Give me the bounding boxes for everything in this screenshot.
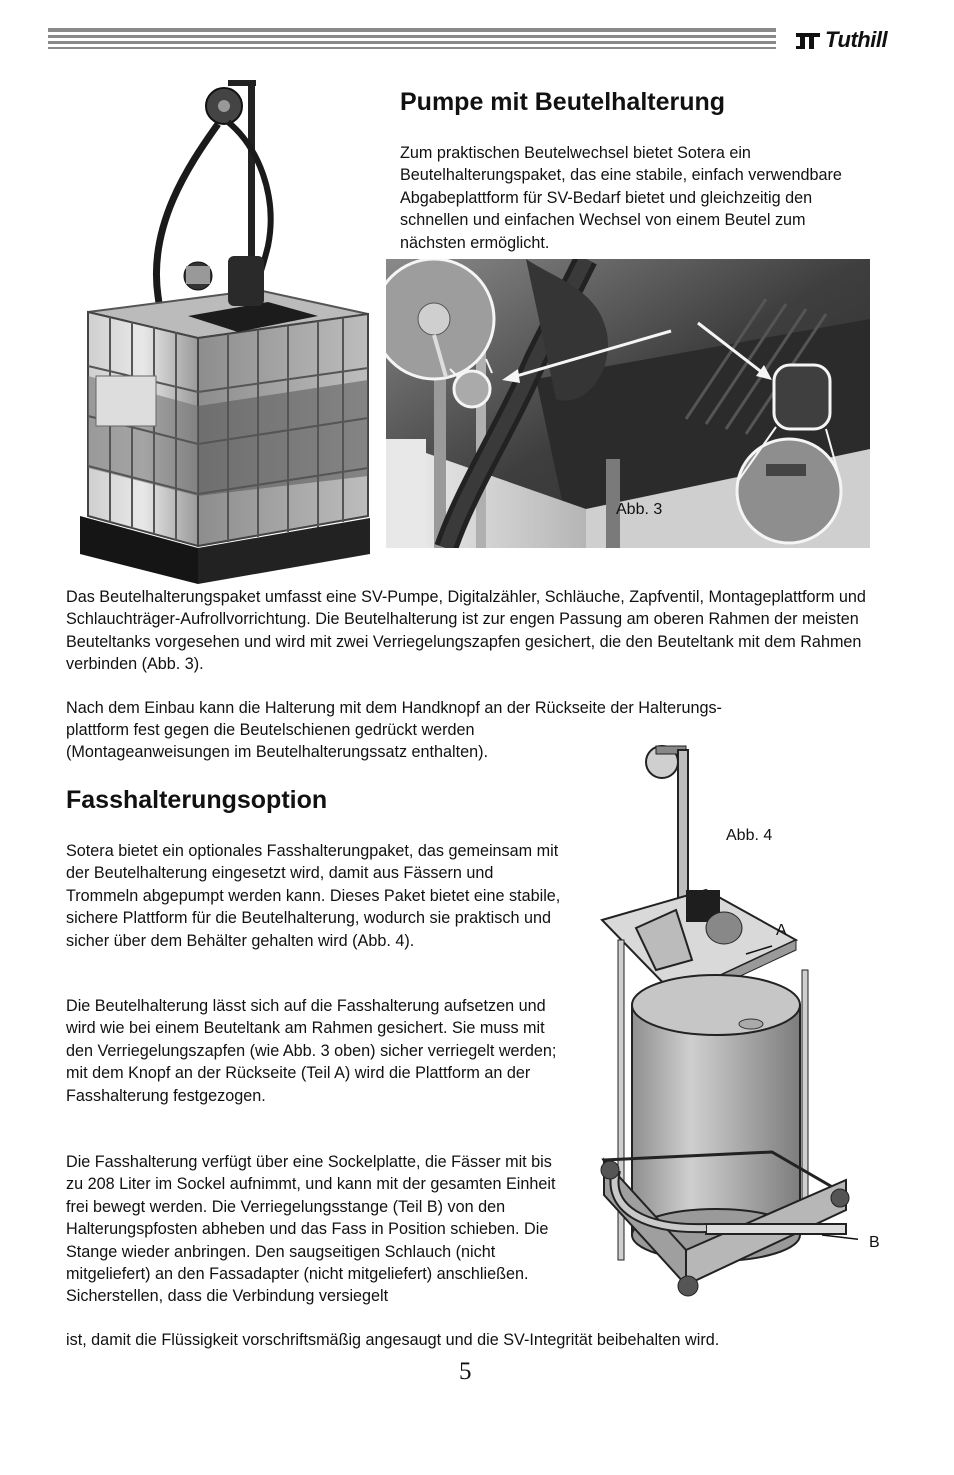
body-paragraph-1: Das Beutelhalterungspaket umfasst eine SV-Pumpe, Digitalzähler, Schläuche, Zapfventil, Montageplattform und Schlauchträger-Aufrollvorrichtung. Die Beutelhalterung ist zur engen Passung am oberen Rahmen der meisten Beuteltanks vorgesehen und wird mit zwei Verriegelungszapfen gesichert, die den Beuteltank mit dem Rahmen verbinden (Abb. 3).	[66, 588, 866, 674]
body-paragraph-2-line1: Nach dem Einbau kann die Halterung mit dem Handknopf an der Rückseite der Halterungs-	[66, 699, 722, 717]
header-rules	[48, 28, 776, 50]
intro-paragraph: Zum praktischen Beutelwechsel bietet Sotera ein Beutelhalterungspaket, das eine stabile, einfach verwendbare Abgabeplattform für SV-Bedarf bietet und gleichzeitig den schnellen und einfachen Wechsel von einem Beutel zum nächsten ermöglicht.	[400, 144, 842, 252]
abb4-caption: Abb. 4	[726, 827, 773, 844]
label-b: B	[869, 1234, 880, 1251]
tuthill-mark-icon	[794, 29, 822, 51]
fass-paragraph-2: Die Beutelhalterung lässt sich auf die Fasshalterung aufsetzen und wird wie bei einem Beuteltank am Rahmen gesichert. Sie muss mit den Verriegelungszapfen (wie Abb. 3 oben) sicher verriegelt werden; mit dem Knopf an der Rückseite (Teil A) wird die Plattform an der Fasshalterung festgezogen.	[66, 997, 557, 1105]
abb4-drum-stand-drawing	[596, 740, 858, 1306]
label-a: A	[776, 922, 787, 939]
page-number: 5	[459, 1358, 472, 1385]
fass-paragraph-3: Die Fasshalterung verfügt über eine Sockelplatte, die Fässer mit bis zu 208 Liter im Sockel aufnimmt, und kann mit der gesamten Einheit frei bewegt werden. Die Verriegelungsstange (Teil B) von den Halterungspfosten abheben und das Fass in Position schieben. Die Stange wieder anbringen. Den saugseitigen Schlauch (nicht mitgeliefert) an den Fassadapter (nicht mitgeliefert) anschließen. Sicherstellen, dass die Verbindung versiegelt	[66, 1153, 556, 1306]
section-title-pumpe: Pumpe mit Beutelhalterung	[400, 88, 726, 116]
logo-text: Tuthill	[825, 27, 888, 52]
body-paragraph-2-rest: plattform fest gegen die Beutelschienen gedrückt werden (Montageanweisungen im Beutelhalterungssatz enthalten).	[66, 721, 489, 762]
fass-paragraph-1: Sotera bietet ein optionales Fasshalterungpaket, das gemeinsam mit der Beutelhalterung eingesetzt wird, damit aus Fässern und Trommeln abgepumpt werden kann. Dieses Paket bietet eine stabile, sichere Plattform für die Beutelhalterung, wodurch sie praktisch und sicher über dem Behälter gehalten wird (Abb. 4).	[66, 842, 561, 950]
tuthill-logo	[794, 26, 906, 54]
ibc-tote-photo	[78, 76, 374, 584]
section-title-fass: Fasshalterungsoption	[66, 786, 328, 814]
fass-paragraph-3-last: ist, damit die Flüssigkeit vorschriftsmäßig angesaugt und die SV-Integrität beibehalten wird.	[66, 1331, 720, 1349]
abb3-photo	[386, 259, 870, 548]
abb3-caption: Abb. 3	[616, 501, 663, 518]
